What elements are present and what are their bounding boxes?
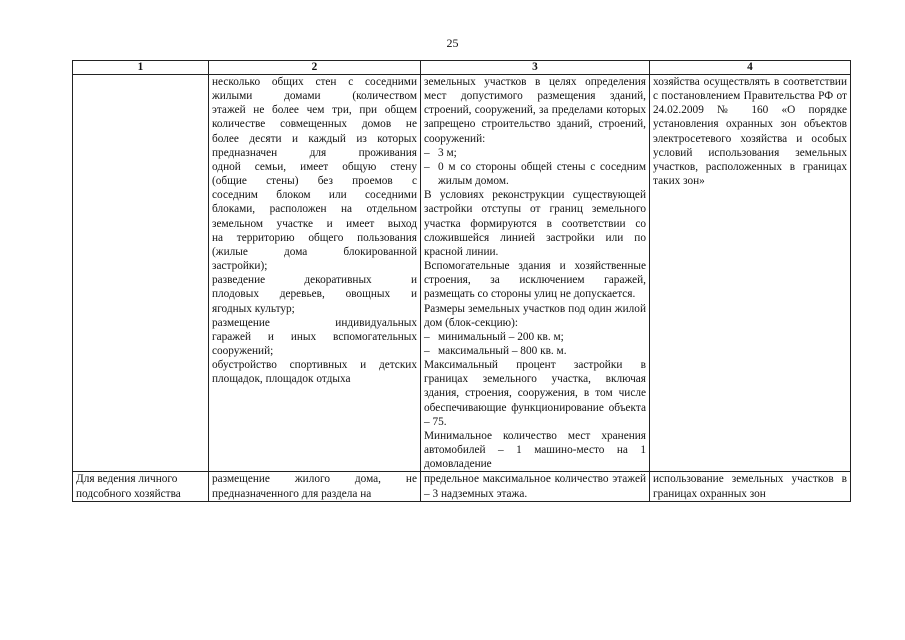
table-row: [73, 472, 851, 501]
dash-text: минимальный – 200 кв. м;: [438, 330, 564, 343]
dash-text: максимальный – 800 кв. м.: [438, 344, 567, 357]
row1-col2-line: соседним блоком или соседними: [212, 189, 417, 202]
reconstruction-text: В условиях реконструкции существующей застройки отступы от границ земельного участка формируются в соответствии со сложившейся линией застройки или по красной линии.: [424, 189, 646, 258]
dash-item: [424, 330, 646, 344]
floors-limit-text: предельное максимальное количество этажей – 3 надземных этажа.: [424, 473, 646, 500]
row1-col2-line: площадок, площадок отдыха: [212, 373, 351, 386]
dash-item: [424, 146, 646, 160]
row1-col1-cell: [73, 75, 209, 472]
row2-col2-cell: [209, 472, 421, 501]
row1-col2-line: сооружений;: [212, 344, 274, 357]
row1-col2-line: одной семьи, имеет общую стену: [212, 160, 417, 173]
table-header-row: [73, 61, 851, 75]
row1-col2-line: предназначен для проживания: [212, 146, 417, 159]
parking-text: Минимальное количество мест хранения автомобилей – 1 машино-место на 1 домовладение: [424, 429, 646, 471]
dash-item: [424, 344, 646, 358]
row1-col2-line: размещение индивидуальных: [212, 316, 417, 329]
regulations-table: [72, 60, 851, 502]
row1-col2-line: земельном участке и имеет выход: [212, 217, 417, 230]
dash-marker: –: [424, 344, 430, 357]
row1-col2-line: гаражей и иных вспомогательных: [212, 330, 417, 343]
dash-item: [424, 160, 646, 188]
setback-text: земельных участков в целях определения мест допустимого размещения зданий, строений, сооружений, за пределами которых запрещено строительство зданий, строений, сооружений:: [424, 76, 646, 145]
row1-col2-line: обустройство спортивных и детских: [212, 359, 417, 372]
page-number: 25: [446, 36, 459, 50]
permitted-use-text: размещение жилого дома, не предназначенного для раздела на: [212, 473, 417, 500]
row1-col4-cell: [650, 75, 851, 472]
column-header-3: 3: [421, 61, 650, 75]
row1-col2-line: жилыми домами (количеством: [212, 90, 417, 103]
building-percent-text: Максимальный процент застройки в границах земельного участка, включая здания, строения, сооружения, в том числе обеспечивающие функционирование объекта – 75.: [424, 359, 646, 428]
protection-zone-text: хозяйства осуществлять в соответствии с постановлением Правительства РФ от 24.02.2009 № 160 «О порядке установления охранных зон объектов электросетевого хозяйства и особых условий использования земельных участков, расположенных в границах таких зон»: [653, 76, 847, 188]
row1-col2-line: (жилые дома блокированной: [212, 245, 417, 258]
row1-col2-line: (общие стены) без проемов с: [212, 175, 417, 188]
row1-col2-line: количестве совмещенных домов не: [212, 118, 417, 131]
row1-col2-line: плодовых деревьев, овощных и: [212, 288, 417, 301]
auxiliary-buildings-text: Вспомогательные здания и хозяйственные строения, за исключением гаражей, размещать со стороны улиц не допускается.: [424, 260, 646, 301]
dash-text: 0 м со стороны общей стены с соседним жилым домом.: [438, 160, 646, 188]
zone-use-text: использование земельных участков в границах охранных зон: [653, 473, 847, 500]
row2-col1-cell: [73, 472, 209, 501]
dash-marker: –: [424, 160, 430, 173]
row1-col2-line: ягодных культур;: [212, 302, 295, 315]
row1-col2-line: застройки);: [212, 260, 268, 273]
table-row: [73, 75, 851, 472]
column-header-4: 4: [650, 61, 851, 75]
row2-col4-cell: [650, 472, 851, 501]
row1-col2-line: более десяти и каждый из которых: [212, 132, 417, 145]
row1-col2-line: на территорию общего пользования: [212, 231, 417, 244]
column-header-2: 2: [209, 61, 421, 75]
row1-col2-cell: [209, 75, 421, 472]
dash-marker: –: [424, 330, 430, 343]
row1-col2-line: несколько общих стен с соседними: [212, 76, 417, 88]
row1-col2-line: разведение декоративных и: [212, 274, 417, 287]
row1-col2-line: этажей не более чем три, при общем: [212, 104, 417, 117]
dash-marker: –: [424, 146, 430, 159]
dash-text: 3 м;: [438, 146, 457, 159]
row2-col3-cell: [421, 472, 650, 501]
row1-col3-cell: [421, 75, 650, 472]
row1-col2-line: блоками, расположен на отдельном: [212, 203, 417, 216]
plot-size-text: Размеры земельных участков под один жилой дом (блок-секцию):: [424, 302, 646, 329]
column-header-1: 1: [73, 61, 209, 75]
land-use-type: Для ведения личного подсобного хозяйства: [76, 473, 181, 500]
